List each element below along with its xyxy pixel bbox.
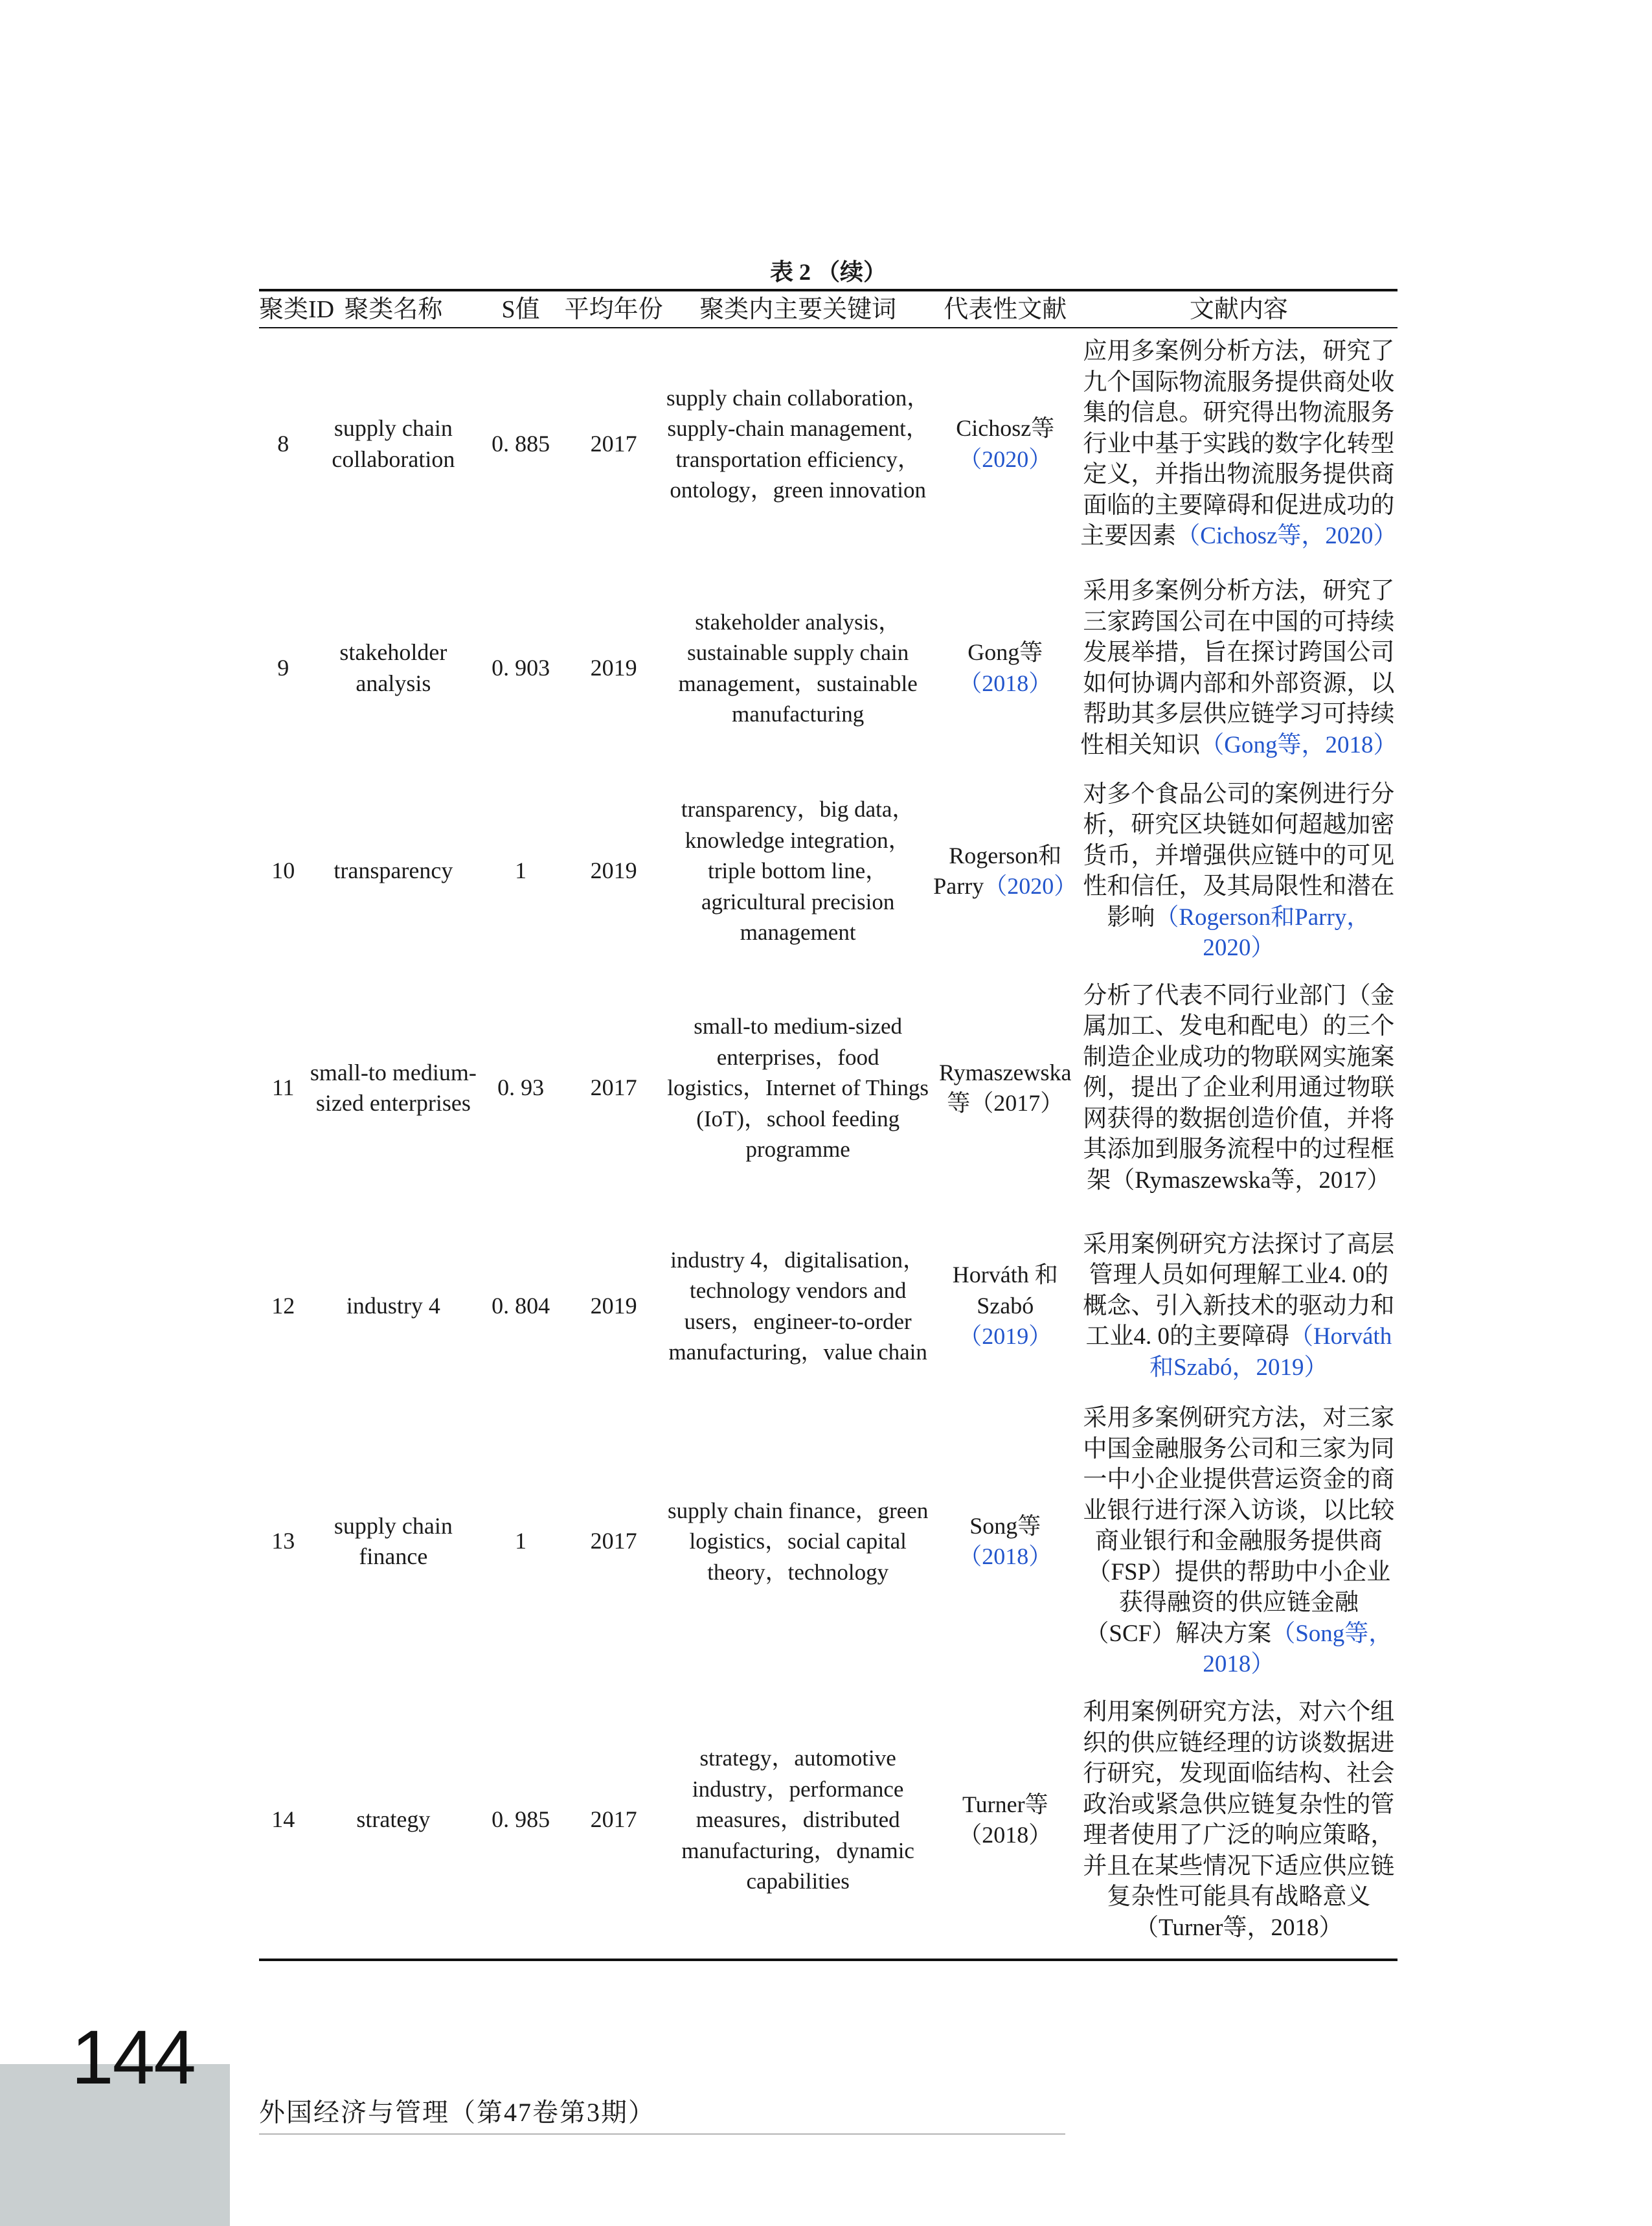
s-value: 1 (515, 1528, 527, 1554)
header-representative-reference: 代表性文献 (944, 295, 1067, 323)
content-text: 采用多案例分析方法，研究了三家跨国公司在中国的可持续发展举措，旨在探讨跨国公司如何协调内部和外部资源，以帮助其多层供应链学习可持续性相关知识 (1080, 578, 1395, 758)
reference-year-link[interactable]: （2019） (958, 1323, 1052, 1350)
reference-authors: Horváth 和Szabó (952, 1262, 1058, 1319)
cluster-keywords: strategy，automotive industry，performance measures，distributed manufacturing，dynamic capabilities (681, 1745, 914, 1894)
reference-year-link[interactable]: （2020） (984, 873, 1078, 899)
reference-content (1080, 1402, 1397, 1681)
s-value: 0. 804 (492, 1292, 550, 1319)
representative-reference (931, 1402, 1080, 1681)
header-cluster-id: 聚类ID (259, 295, 335, 323)
content-text: 分析了代表不同行业部门（金属加工、发电和配电）的三个制造企业成功的物联网实施案例，提出了企业利用通过物联网获得的数据创造价值，并将其添加到服务流程中的过程框架（Rymaszewska等，2017） (1083, 982, 1395, 1194)
s-value: 0. 903 (492, 654, 550, 681)
content-text: 对多个食品公司的案例进行分析，研究区块链如何超越加密货币，并增强供应链中的可见性和信任，及其局限性和潜在影响 (1083, 780, 1395, 931)
reference-authors: Rymaszewska等（2017） (939, 1059, 1072, 1116)
header-cluster-name: 聚类名称 (344, 295, 443, 323)
table-row (259, 966, 1397, 1210)
average-year: 2019 (590, 654, 637, 681)
s-value: 0. 985 (492, 1806, 550, 1833)
cluster-id: 9 (277, 654, 289, 681)
reference-year-link[interactable]: （2018） (958, 1543, 1052, 1569)
reference-authors: Gong等 (967, 639, 1043, 665)
average-year: 2017 (590, 1528, 637, 1554)
content-citation-link[interactable]: （Rogerson和Parry，2020） (1155, 903, 1371, 961)
cluster-name: industry 4 (346, 1292, 440, 1319)
reference-authors: Turner等（2018） (958, 1791, 1052, 1848)
cluster-name: stakeholder analysis (339, 639, 447, 696)
content-citation-link[interactable]: （Horváth 和Szabó，2019） (1149, 1323, 1392, 1381)
cluster-keywords: supply chain collaboration，supply-chain management，transportation efficiency，ontology，green innovation (666, 385, 930, 503)
header-average-year: 平均年份 (564, 295, 663, 323)
s-value: 0. 885 (492, 430, 550, 457)
page-number: 144 (71, 2015, 195, 2100)
table-row (259, 328, 1397, 560)
cluster-name: supply chain finance (334, 1512, 453, 1569)
reference-year-link[interactable]: （2020） (958, 446, 1052, 472)
cluster-name: transparency (334, 857, 453, 884)
average-year: 2017 (590, 1074, 637, 1101)
cluster-id: 8 (277, 430, 289, 457)
header-keywords: 聚类内主要关键词 (699, 295, 897, 323)
table-row (259, 777, 1397, 966)
journal-name: 外国经济与管理（第47卷第3期） (259, 2098, 655, 2127)
content-citation-link[interactable]: （Cichosz等，2020） (1176, 523, 1397, 550)
representative-reference (931, 1210, 1080, 1402)
reference-content (1080, 560, 1397, 777)
table-caption: 表 2 （续） (769, 259, 887, 285)
table-row (259, 1210, 1397, 1402)
header-reference-content: 文献内容 (1189, 295, 1288, 323)
s-value: 0. 93 (497, 1074, 545, 1101)
cluster-name: supply chain collaboration (332, 415, 455, 472)
table-row (259, 1681, 1397, 1960)
average-year: 2017 (590, 1806, 637, 1833)
reference-content (1080, 1681, 1397, 1960)
representative-reference (931, 1681, 1080, 1960)
reference-content (1080, 966, 1397, 1210)
s-value: 1 (515, 857, 527, 884)
representative-reference (931, 966, 1080, 1210)
representative-reference (931, 560, 1080, 777)
reference-authors: Rogerson和Parry (933, 842, 1062, 899)
table-row (259, 1402, 1397, 1681)
header-s-value: S值 (501, 295, 540, 323)
content-text: 应用多案例分析方法，研究了九个国际物流服务提供商处收集的信息。研究得出物流服务行业中基于实践的数字化转型定义，并指出物流服务提供商面临的主要障碍和促进成功的主要因素 (1080, 338, 1395, 550)
average-year: 2017 (590, 430, 637, 457)
reference-year-link[interactable]: （2018） (958, 670, 1052, 696)
content-text: 采用案例研究方法探讨了高层管理人员如何理解工业4. 0的概念、引入新技术的驱动力和工业4. 0的主要障碍 (1083, 1231, 1395, 1350)
cluster-keywords: small-to medium-sized enterprises，food logistics，Internet of Things (IoT)，school feeding programme (667, 1014, 929, 1163)
representative-reference (931, 777, 1080, 966)
representative-reference (931, 328, 1080, 560)
content-text: 利用案例研究方法，对六个组织的供应链经理的访谈数据进行研究，发现面临结构、社会政治或紧急供应链复杂性的管理者使用了广泛的响应策略，并且在某些情况下适应供应链复杂性可能具有战略意义（Turner等，2018） (1083, 1699, 1395, 1941)
cluster-id: 12 (271, 1292, 295, 1319)
cluster-id: 13 (271, 1528, 295, 1554)
literature-table (259, 289, 1397, 1961)
table-row (259, 560, 1397, 777)
cluster-name: strategy (356, 1806, 431, 1833)
footer-divider (259, 2133, 1065, 2135)
reference-authors: Song等 (969, 1512, 1041, 1539)
cluster-keywords: transparency，big data，knowledge integration，triple bottom line，agricultural precision management (681, 797, 915, 946)
content-text: 采用多案例研究方法，对三家中国金融服务公司和三家为同一中小企业提供营运资金的商业银行进行深入访谈，以比较商业银行和金融服务提供商（FSP）提供的帮助中小企业获得融资的供应链金融（SCF）解决方案 (1083, 1405, 1395, 1647)
average-year: 2019 (590, 1292, 637, 1319)
cluster-id: 11 (271, 1074, 295, 1101)
cluster-keywords: stakeholder analysis，sustainable supply chain management，sustainable manufacturing (678, 609, 918, 727)
table-header-row (259, 290, 1397, 328)
reference-authors: Cichosz等 (956, 415, 1055, 441)
reference-content (1080, 328, 1397, 560)
average-year: 2019 (590, 857, 637, 884)
cluster-keywords: industry 4，digitalisation，technology vendors and users，engineer-to-order manufacturing，value chain (668, 1247, 927, 1365)
content-citation-link[interactable]: （Song等，2018） (1203, 1620, 1393, 1678)
cluster-id: 14 (271, 1806, 295, 1833)
cluster-id: 10 (271, 857, 295, 884)
reference-content (1080, 1210, 1397, 1402)
cluster-name: small-to medium-sized enterprises (310, 1059, 477, 1116)
content-citation-link[interactable]: （Gong等，2018） (1200, 731, 1397, 758)
cluster-keywords: supply chain finance，green logistics，social capital theory，technology (667, 1497, 929, 1585)
reference-content (1080, 777, 1397, 966)
